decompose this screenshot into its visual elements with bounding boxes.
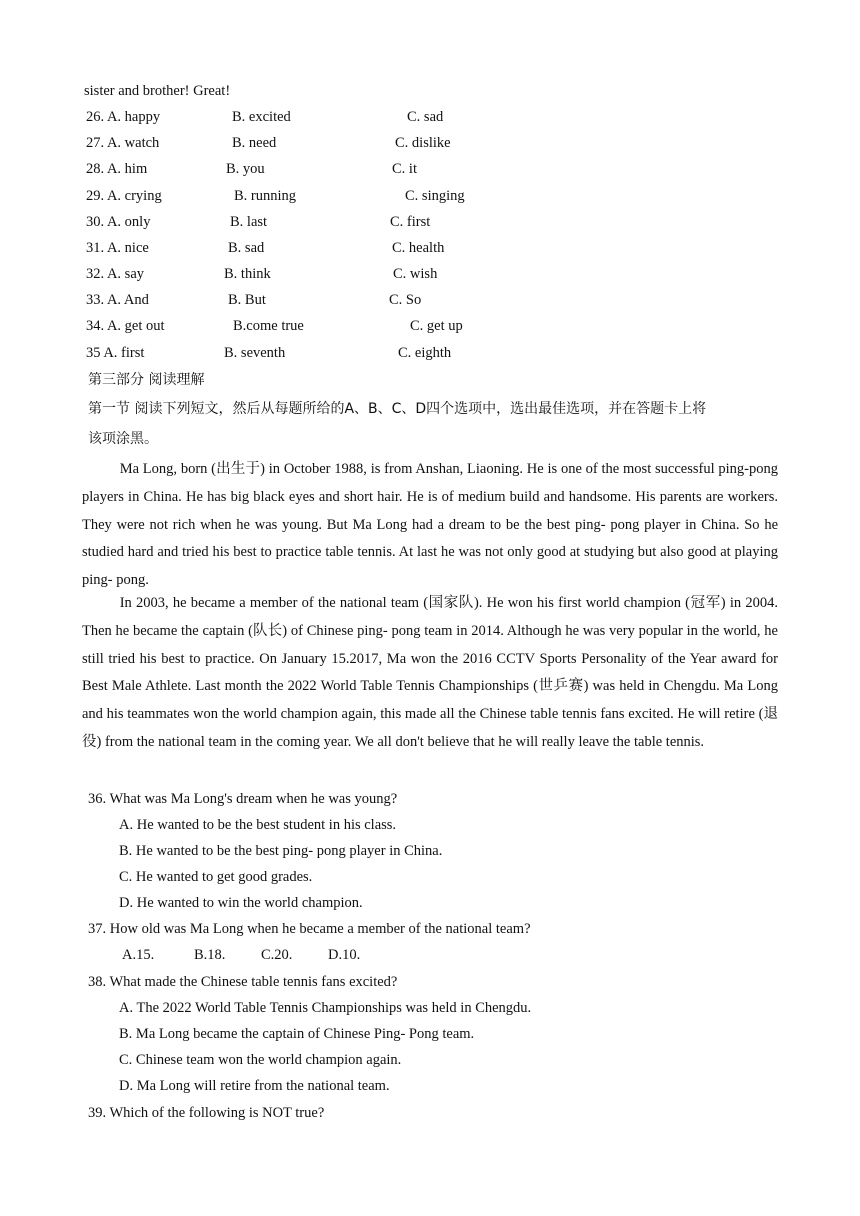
cloze-28-option-c: C. it	[392, 161, 417, 177]
cloze-32-option-c: C. wish	[393, 266, 438, 282]
section3-title: 第三部分 阅读理解	[88, 372, 205, 388]
question-38-stem: 38. What made the Chinese table tennis fans excited?	[88, 974, 398, 990]
cloze-27-option-b: B. need	[232, 135, 277, 151]
cloze-28-option-b: B. you	[226, 161, 265, 177]
passage-paragraph-1: Ma Long, born (出生于) in October 1988, is from Anshan, Liaoning. He is one of the most successful ping-pong players in China. He has big black eyes and short hair. He is of medium build and handsome. His parents are workers. They were not rich when he was young. But Ma Long had a dream to be the best ping- pong player in China. So he studied hard and tried his best to practice table tennis. At last he was not only good at studying but also good at playing ping- pong.	[82, 461, 778, 589]
cloze-32-option-a: 32. A. say	[86, 266, 144, 282]
cloze-28-option-a: 28. A. him	[86, 161, 148, 177]
question-36-option-d: D. He wanted to win the world champion.	[119, 895, 363, 911]
cloze-34-option-a: 34. A. get out	[86, 318, 165, 334]
cloze-33-option-b: B. But	[228, 292, 266, 308]
cloze-32-option-b: B. think	[224, 266, 271, 282]
question-36-option-b: B. He wanted to be the best ping- pong player in China.	[119, 843, 443, 859]
question-38-option-b: B. Ma Long became the captain of Chinese Ping- Pong team.	[119, 1026, 475, 1042]
question-37-option-c: C.20.	[261, 947, 293, 963]
cloze-30-option-b: B. last	[230, 214, 268, 230]
cloze-31-option-a: 31. A. nice	[86, 240, 149, 256]
passage-paragraph-2: In 2003, he became a member of the national team (国家队). He won his first world champion (冠军) in 2004. Then he became the captain (队长) of Chinese ping- pong team in 2014. Although he was very popular in the world, he still tried his best to practice. On January 15.2017, Ma won the 2016 CCTV Sports Personality of the Year award for Best Male Athlete. Last month the 2022 World Table Tennis Championships (世乒赛) was held in Chengdu. Ma Long and his teammates won the world champion again, this made all the Chinese table tennis fans excited. He will retire (退役) from the national team in the coming year. We all don't believe that he will really leave the table tennis.	[82, 595, 778, 750]
section3-instruction-line1: 第一节 阅读下列短文，然后从每题所给的A、B、C、D四个选项中，选出最佳选项，并在答题卡上将	[88, 401, 707, 417]
cloze-30-option-a: 30. A. only	[86, 214, 151, 230]
cloze-29-option-a: 29. A. crying	[86, 188, 162, 204]
cloze-33-option-c: C. So	[389, 292, 422, 308]
cloze-35-option-a: 35 A. first	[86, 345, 145, 361]
cloze-29-option-c: C. singing	[405, 188, 465, 204]
question-38-option-c: C. Chinese team won the world champion again.	[119, 1052, 402, 1068]
question-36-stem: 36. What was Ma Long's dream when he was young?	[88, 791, 398, 807]
cloze-intro-tail: sister and brother! Great!	[84, 83, 231, 99]
question-37-stem: 37. How old was Ma Long when he became a member of the national team?	[88, 921, 531, 937]
cloze-29-option-b: B. running	[234, 188, 297, 204]
question-36-option-c: C. He wanted to get good grades.	[119, 869, 313, 885]
cloze-26-option-a: 26. A. happy	[86, 109, 161, 125]
cloze-33-option-a: 33. A. And	[86, 292, 149, 308]
cloze-30-option-c: C. first	[390, 214, 431, 230]
question-37-option-b: B.18.	[194, 947, 226, 963]
cloze-35-option-b: B. seventh	[224, 345, 286, 361]
question-38-option-a: A. The 2022 World Table Tennis Championships was held in Chengdu.	[119, 1000, 532, 1016]
cloze-31-option-b: B. sad	[228, 240, 265, 256]
cloze-27-option-a: 27. A. watch	[86, 135, 160, 151]
section3-instruction-line2: 该项涂黑。	[88, 431, 158, 447]
cloze-26-option-c: C. sad	[407, 109, 444, 125]
question-38-option-d: D. Ma Long will retire from the national team.	[119, 1078, 390, 1094]
cloze-26-option-b: B. excited	[232, 109, 291, 125]
question-39-stem: 39. Which of the following is NOT true?	[88, 1105, 325, 1121]
cloze-27-option-c: C. dislike	[395, 135, 451, 151]
question-37-option-d: D.10.	[328, 947, 361, 963]
cloze-34-option-c: C. get up	[410, 318, 463, 334]
question-36-option-a: A. He wanted to be the best student in his class.	[119, 817, 397, 833]
cloze-31-option-c: C. health	[392, 240, 445, 256]
cloze-35-option-c: C. eighth	[398, 345, 452, 361]
question-37-option-a: A.15.	[122, 947, 155, 963]
cloze-34-option-b: B.come true	[233, 318, 304, 334]
